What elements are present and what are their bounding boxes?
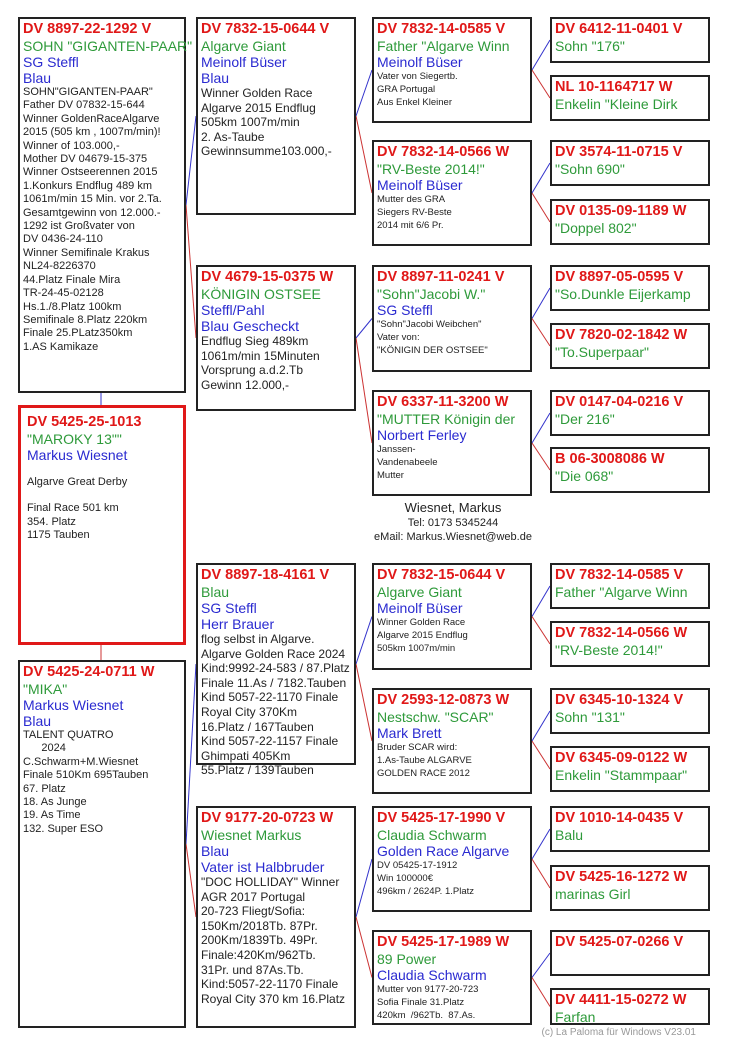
note-line: 2015 (505 km , 1007m/min)!	[23, 126, 161, 139]
sire-connector	[532, 829, 550, 859]
note-line: Winner GoldenRaceAlgarve	[23, 112, 160, 125]
note-line: Winner Golden Race	[377, 617, 466, 628]
note-line: Mother DV 04679-15-375	[23, 153, 148, 166]
note-line: Kind 5057-22-1170 Finale	[201, 690, 339, 705]
pigeon-name: "MUTTER Königin der	[377, 411, 516, 427]
note-line: DV 0436-24-110	[23, 233, 103, 246]
pigeon-name: Wiesnet Markus	[201, 827, 302, 843]
gg-grandparents-box[interactable]	[550, 17, 710, 63]
parents-box[interactable]	[18, 17, 193, 393]
owner-line: Steffl/Pahl	[201, 302, 265, 318]
pigeon-name: "Sohn 690"	[555, 161, 625, 177]
gg-grandparents-box[interactable]	[550, 140, 710, 186]
sire-connector	[532, 40, 550, 70]
note-line: Royal City 370 km 16.Platz	[201, 991, 346, 1006]
gg-grandparents-box[interactable]	[550, 75, 710, 121]
owner-line: Meinolf Büser	[377, 600, 463, 616]
note-line: "KÖNIGIN DER OSTSEE"	[377, 345, 488, 356]
pigeon-name: Algarve Giant	[201, 38, 286, 54]
ring-number: DV 4411-15-0272 W	[555, 992, 687, 1008]
note-line: 132. Super ESO	[23, 822, 104, 835]
note-line: "Sohn"Jacobi Weibchen"	[377, 319, 482, 330]
note-line: Finale 25.PLatz350km	[23, 327, 133, 340]
note-line: 505km 1007m/min	[201, 115, 300, 130]
note-line: 55.Platz / 139Tauben	[201, 763, 314, 778]
pigeon-name: Enkelin "Stammpaar"	[555, 767, 688, 783]
note-line: Final Race 501 km	[27, 502, 119, 515]
gg-grandparents-box[interactable]	[550, 621, 710, 667]
great-grandparents-box[interactable]	[372, 140, 532, 246]
note-line: 150Km/2018Tb. 87Pr.	[201, 918, 318, 933]
note-line: Gewinn 12.000,-	[201, 377, 290, 392]
ring-number: DV 5425-24-0711 W	[23, 664, 155, 680]
note-line: Semifinale 8.Platz 220km	[23, 313, 148, 326]
sire-connector	[532, 163, 550, 193]
note-line: Mutter	[377, 470, 404, 481]
note-line: DV 05425-17-1912	[377, 860, 458, 871]
dam-connector	[532, 193, 550, 222]
note-line: Algarve Golden Race 2024	[201, 646, 346, 661]
pigeon-name: Father "Algarve Winn	[555, 584, 688, 600]
note-line: 2014 mit 6/6 Pr.	[377, 220, 444, 231]
gg-grandparents-box[interactable]	[550, 199, 710, 245]
pigeon-name: "So.Dunkle Eijerkamp	[555, 286, 691, 302]
owner-line: Norbert Ferley	[377, 427, 467, 443]
great-grandparents-box[interactable]	[372, 930, 532, 1025]
owner-line: Vater ist Halbbruder	[201, 859, 325, 875]
ring-number: DV 3574-11-0715 V	[555, 144, 683, 160]
software-credit: (c) La Paloma für Windows V23.01	[541, 1027, 696, 1038]
dam-connector	[532, 70, 550, 98]
ring-number: DV 6337-11-3200 W	[377, 394, 509, 410]
gg-grandparents-box[interactable]	[550, 988, 710, 1025]
dam-connector	[532, 978, 550, 1007]
note-line: 1061m/min 15Minuten	[201, 348, 320, 363]
note-line: Siegers RV-Beste	[377, 207, 452, 218]
great-grandparents-box[interactable]	[372, 17, 532, 123]
ring-number: DV 4679-15-0375 W	[201, 269, 334, 285]
owner-line: SG Steffl	[377, 302, 433, 318]
dam-connector	[532, 617, 550, 645]
sire-connector	[356, 859, 372, 917]
note-line: Algarve 2015 Endflug	[201, 100, 316, 115]
pigeon-name: Farfan	[555, 1009, 596, 1025]
note-line: SOHN"GIGANTEN-PAAR"	[23, 86, 153, 98]
sire-connector	[356, 319, 372, 339]
dam-connector	[532, 443, 550, 470]
ring-number: B 06-3008086 W	[555, 451, 665, 467]
breeder-email: eMail: Markus.Wiesnet@web.de	[374, 531, 532, 543]
sire-connector	[532, 953, 550, 978]
owner-line: SG Steffl	[201, 600, 257, 616]
pigeon-name: Blau	[201, 584, 230, 600]
note-line: TR-24-45-02128	[23, 287, 104, 300]
note-line: 1.Konkurs Endflug 489 km	[23, 179, 153, 192]
ring-number: DV 7832-14-0566 W	[377, 144, 510, 160]
gg-grandparents-box[interactable]	[550, 746, 710, 792]
pigeon-name: 89 Power	[377, 951, 437, 967]
ring-number: DV 5425-17-1989 W	[377, 934, 510, 950]
note-line: Janssen-	[377, 444, 416, 455]
ring-number: DV 1010-14-0435 V	[555, 810, 684, 826]
note-line: Win 100000€	[377, 873, 433, 884]
owner-line: Blau	[23, 70, 52, 86]
pigeon-name: "Der 216"	[555, 411, 615, 427]
dam-connector	[356, 664, 372, 741]
ring-number: DV 7820-02-1842 W	[555, 327, 688, 343]
gg-grandparents-box[interactable]	[550, 930, 710, 976]
note-line: Mutter des GRA	[377, 194, 446, 205]
owner-line: Blau	[201, 70, 230, 86]
note-line: 420km /962Tb. 87.As.	[377, 1010, 476, 1021]
note-line: Bruder SCAR wird:	[377, 742, 458, 753]
ring-number: DV 7832-14-0566 W	[555, 625, 688, 641]
pigeon-name: Enkelin "Kleine Dirk	[555, 96, 678, 112]
note-line: Mutter von 9177-20-723	[377, 984, 479, 995]
ring-number: DV 7832-15-0644 V	[201, 21, 330, 37]
great-grandparents-box[interactable]	[372, 563, 532, 670]
ring-number: DV 8897-11-0241 V	[377, 269, 505, 285]
owner-line: Mark Brett	[377, 725, 442, 741]
note-line: Royal City 370Km	[201, 704, 298, 719]
note-line: Kind:5057-22-1170 Finale	[201, 977, 339, 992]
note-line: Father DV 07832-15-644	[23, 99, 145, 112]
ring-number: DV 5425-17-1990 V	[377, 810, 506, 826]
owner-line: Meinolf Büser	[201, 54, 287, 70]
pigeon-name: marinas Girl	[555, 886, 631, 902]
note-line: 1061m/min 15 Min. vor 2.Ta.	[23, 193, 162, 206]
ring-number: DV 0135-09-1189 W	[555, 203, 687, 219]
gg-grandparents-box[interactable]	[550, 390, 710, 436]
owner-line: Markus Wiesnet	[23, 697, 124, 713]
note-line: NL24-8226370	[23, 260, 96, 273]
owner-line: Blau	[201, 843, 230, 859]
sire-connector	[532, 288, 550, 319]
owner-line: Claudia Schwarm	[377, 967, 487, 983]
ring-number: DV 8897-05-0595 V	[555, 269, 684, 285]
ring-number: DV 9177-20-0723 W	[201, 810, 334, 826]
pigeon-name: Sohn "176"	[555, 38, 625, 54]
note-line: Sofia Finale 31.Platz	[377, 997, 465, 1008]
note-line: Finale 510Km 695Tauben	[23, 769, 149, 782]
note-line: 19. As Time	[23, 809, 81, 822]
note-line: Endflug Sieg 489km	[201, 334, 309, 348]
owner-line: Meinolf Büser	[377, 177, 463, 193]
ring-number: DV 7832-15-0644 V	[377, 567, 506, 583]
note-line: Gewinnsumme103.000,-	[201, 144, 332, 159]
sire-connector	[356, 617, 372, 665]
dam-connector	[186, 205, 196, 338]
gg-grandparents-box[interactable]	[550, 688, 710, 734]
note-line: 44.Platz Finale Mira	[23, 273, 121, 286]
dam-connector	[532, 319, 550, 347]
subject-pigeon-box[interactable]	[18, 405, 186, 645]
sire-connector	[532, 413, 550, 443]
note-line: Hs.1./8.Platz 100km	[23, 300, 122, 313]
great-grandparents-box[interactable]	[372, 688, 532, 794]
pigeon-name: Nestschw. "SCAR"	[377, 709, 494, 725]
owner-line: SG Steffl	[23, 54, 79, 70]
sire-connector	[186, 664, 196, 844]
note-line: Ghimpati 405Km	[201, 748, 291, 763]
note-line: Vater von:	[377, 332, 420, 343]
dam-connector	[532, 741, 550, 769]
note-line: Winner Golden Race	[201, 86, 313, 100]
pigeon-name: KÖNIGIN OSTSEE	[201, 286, 321, 302]
ring-number: DV 6412-11-0401 V	[555, 21, 683, 37]
note-line: Kind:9992-24-583 / 87.Platz	[201, 661, 350, 676]
dam-connector	[356, 116, 372, 193]
pigeon-name: Sohn "131"	[555, 709, 625, 725]
note-line: Winner of 103.000,-	[23, 139, 120, 152]
ring-number: DV 2593-12-0873 W	[377, 692, 510, 708]
owner-line: Markus Wiesnet	[27, 447, 128, 463]
pigeon-name: "MIKA"	[23, 681, 68, 697]
note-line: Winner Semifinale Krakus	[23, 246, 150, 259]
note-line: 496km / 2624P. 1.Platz	[377, 886, 474, 897]
owner-line: Golden Race Algarve	[377, 843, 510, 859]
note-line: 354. Platz	[27, 515, 76, 528]
dam-connector	[356, 917, 372, 978]
note-line: 18. As Junge	[23, 796, 87, 809]
gg-grandparents-box[interactable]	[550, 806, 710, 852]
owner-line: Blau	[23, 713, 52, 729]
note-line: flog selbst in Algarve.	[201, 632, 315, 646]
note-line: Algarve Great Derby	[27, 476, 128, 488]
note-line	[27, 489, 177, 502]
breeder-contact	[372, 500, 534, 544]
ring-number: DV 6345-10-1324 V	[555, 692, 684, 708]
grandparents-box[interactable]	[196, 806, 356, 1028]
pigeon-name: "To.Superpaar"	[555, 344, 649, 360]
gg-grandparents-box[interactable]	[550, 265, 710, 311]
pigeon-name: "Sohn"Jacobi W."	[377, 286, 486, 302]
pigeon-name: Balu	[555, 827, 584, 843]
note-line: Finale 11.As / 7182.Tauben	[201, 675, 347, 690]
pigeon-name: "MAROKY 13""	[27, 431, 122, 447]
note-line: Gesamtgewinn von 12.000.-	[23, 206, 161, 219]
ring-number: DV 5425-07-0266 V	[555, 934, 684, 950]
note-line: Algarve 2015 Endflug	[377, 630, 468, 641]
note-line: Vater von Siegertb.	[377, 71, 458, 82]
gg-grandparents-box[interactable]	[550, 447, 710, 493]
sire-connector	[186, 116, 196, 205]
dam-connector	[186, 844, 196, 917]
pigeon-name: Algarve Giant	[377, 584, 462, 600]
sire-connector	[532, 586, 550, 617]
breeder-name: Wiesnet, Markus	[404, 500, 502, 515]
parents-box[interactable]	[18, 660, 186, 1028]
note-line: Vandenabeele	[377, 457, 438, 468]
note-line: 16.Platz / 167Tauben	[201, 719, 314, 734]
note-line: 31Pr. und 87As.Tb.	[201, 962, 304, 977]
note-line: 1175 Tauben	[27, 529, 90, 542]
ring-number: DV 7832-14-0585 V	[555, 567, 684, 583]
ring-number: DV 7832-14-0585 V	[377, 21, 506, 37]
ring-number: DV 8897-18-4161 V	[201, 567, 330, 583]
ring-number: NL 10-1164717 W	[555, 79, 673, 95]
gg-grandparents-box[interactable]	[550, 323, 710, 369]
note-line: Vorsprung a.d.2.Tb	[201, 363, 304, 378]
ring-number: DV 0147-04-0216 V	[555, 394, 684, 410]
pigeon-name: SOHN "GIGANTEN-PAAR"	[23, 38, 193, 54]
great-grandparents-box[interactable]	[372, 265, 532, 372]
note-line: Kind 5057-22-1157 Finale	[201, 734, 339, 749]
gg-grandparents-box[interactable]	[550, 865, 710, 911]
grandparents-box[interactable]	[196, 563, 356, 778]
grandparents-box[interactable]	[196, 17, 356, 215]
note-line: Finale:420Km/962Tb.	[201, 947, 316, 962]
note-line: 200Km/1839Tb. 49Pr.	[201, 933, 318, 948]
note-line: C.Schwarm+M.Wiesnet	[23, 755, 139, 768]
ring-number: DV 6345-09-0122 W	[555, 750, 688, 766]
pigeon-name: "Die 068"	[555, 468, 614, 484]
pigeon-name: "RV-Beste 2014!"	[555, 642, 663, 658]
owner-line: Herr Brauer	[201, 616, 275, 632]
ring-number: DV 8897-22-1292 V	[23, 21, 152, 37]
note-line: GOLDEN RACE 2012	[377, 768, 470, 779]
grandparents-box[interactable]	[196, 265, 356, 411]
owner-line: Meinolf Büser	[377, 54, 463, 70]
ring-number: DV 5425-16-1272 W	[555, 869, 688, 885]
owner-line: Blau Gescheckt	[201, 318, 300, 334]
sire-connector	[532, 711, 550, 741]
note-line: 1.As-Taube ALGARVE	[377, 755, 472, 766]
breeder-phone: Tel: 0173 5345244	[407, 517, 499, 529]
note-line: AGR 2017 Portugal	[201, 889, 306, 904]
note-line: 1.AS Kamikaze	[23, 340, 99, 353]
pigeon-name: Father "Algarve Winn	[377, 38, 510, 54]
sire-connector	[356, 70, 372, 116]
note-line: Aus Enkel Kleiner	[377, 97, 452, 108]
note-line: 67. Platz	[23, 782, 66, 795]
note-line: "DOC HOLLIDAY" Winner	[201, 875, 340, 889]
note-line: GRA Portugal	[377, 84, 436, 95]
dam-connector	[356, 338, 372, 443]
note-line: 2. As-Taube	[201, 129, 265, 144]
note-line	[27, 463, 177, 476]
great-grandparents-box[interactable]	[372, 806, 532, 912]
note-line: 505km 1007m/min	[377, 643, 456, 654]
pigeon-name: "RV-Beste 2014!"	[377, 161, 485, 177]
pigeon-name: "Doppel 802"	[555, 220, 637, 236]
note-line: 1292 ist Großvater von	[23, 220, 135, 233]
dam-connector	[532, 859, 550, 888]
note-line: Winner Ostseerennen 2015	[23, 166, 158, 179]
gg-grandparents-box[interactable]	[550, 563, 710, 609]
ring-number: DV 5425-25-1013	[27, 414, 142, 430]
note-line: TALENT QUATRO	[23, 729, 114, 741]
note-line: 20-723 Fliegt/Sofia:	[201, 904, 306, 919]
great-grandparents-box[interactable]	[372, 390, 532, 496]
note-line: 2024	[23, 742, 66, 755]
pigeon-name: Claudia Schwarm	[377, 827, 487, 843]
